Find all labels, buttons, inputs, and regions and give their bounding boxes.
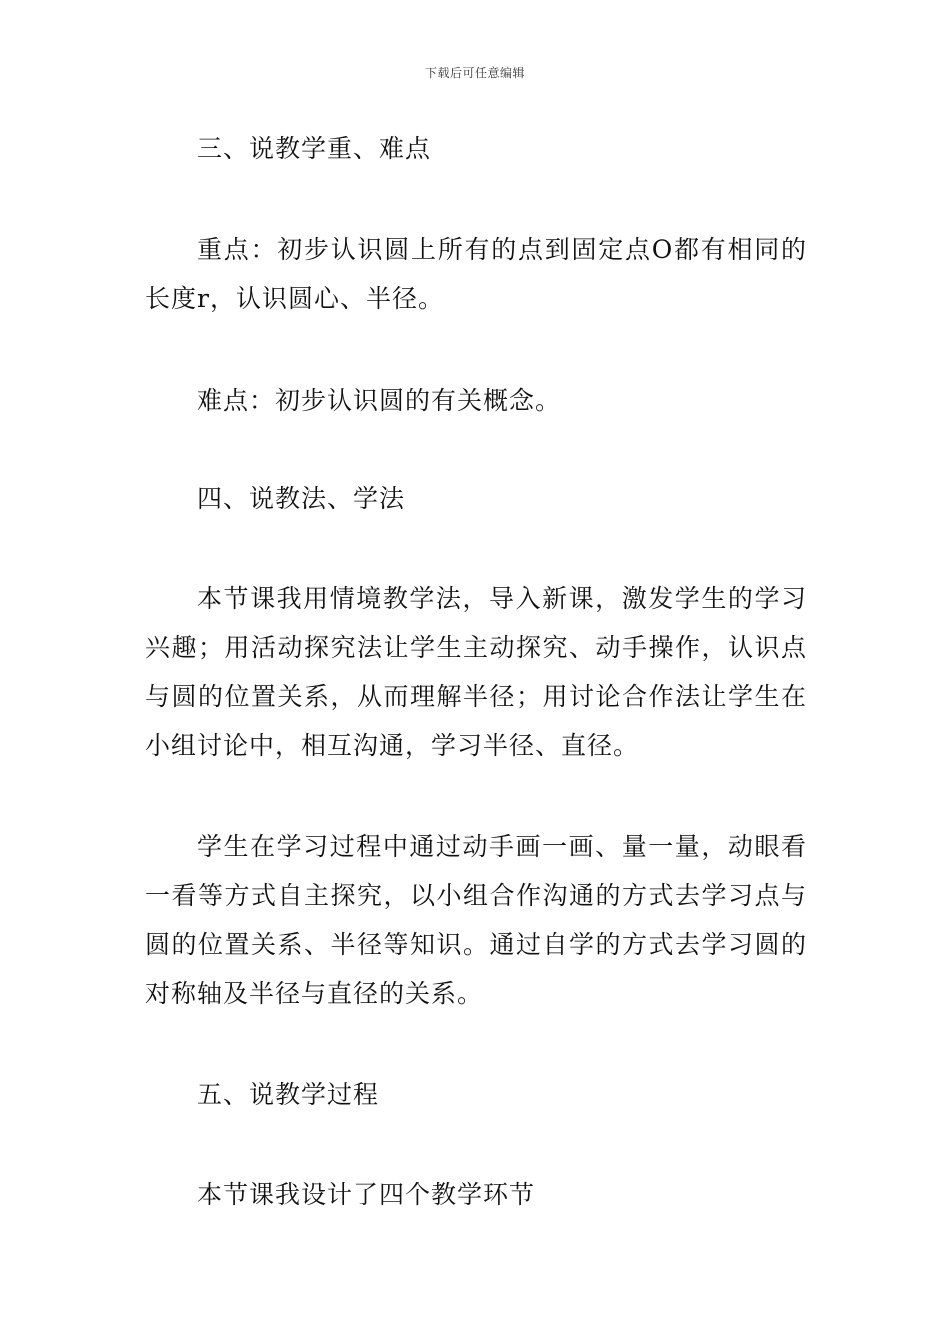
section-heading-4: 四、说教法、学法 xyxy=(197,484,406,513)
learning-method-paragraph: 学生在学习过程中通过动手画一画、量一量，动眼看一看等方式自主探究，以小组合作沟通的方式去学习点与圆的位置关系、半径等知识。通过自学的方式去学习圆的对称轴及半径与直径的关系。 xyxy=(145,832,807,1008)
page-header: 下载后可任意编辑 xyxy=(424,66,525,80)
section-heading-3: 三、说教学重、难点 xyxy=(197,134,432,163)
key-point-paragraph: 重点：初步认识圆上所有的点到固定点O都有相同的长度r，认识圆心、半径。 xyxy=(145,235,807,313)
difficulty-paragraph: 难点：初步认识圆的有关概念。 xyxy=(197,386,562,415)
section-heading-5: 五、说教学过程 xyxy=(197,1080,380,1109)
process-intro-paragraph: 本节课我设计了四个教学环节 xyxy=(197,1180,536,1209)
teaching-method-paragraph: 本节课我用情境教学法，导入新课，激发学生的学习兴趣；用活动探究法让学生主动探究、动手操作，认识点与圆的位置关系，从而理解半径；用讨论合作法让学生在小组讨论中，相互沟通，学习半径、直径。 xyxy=(145,584,807,760)
